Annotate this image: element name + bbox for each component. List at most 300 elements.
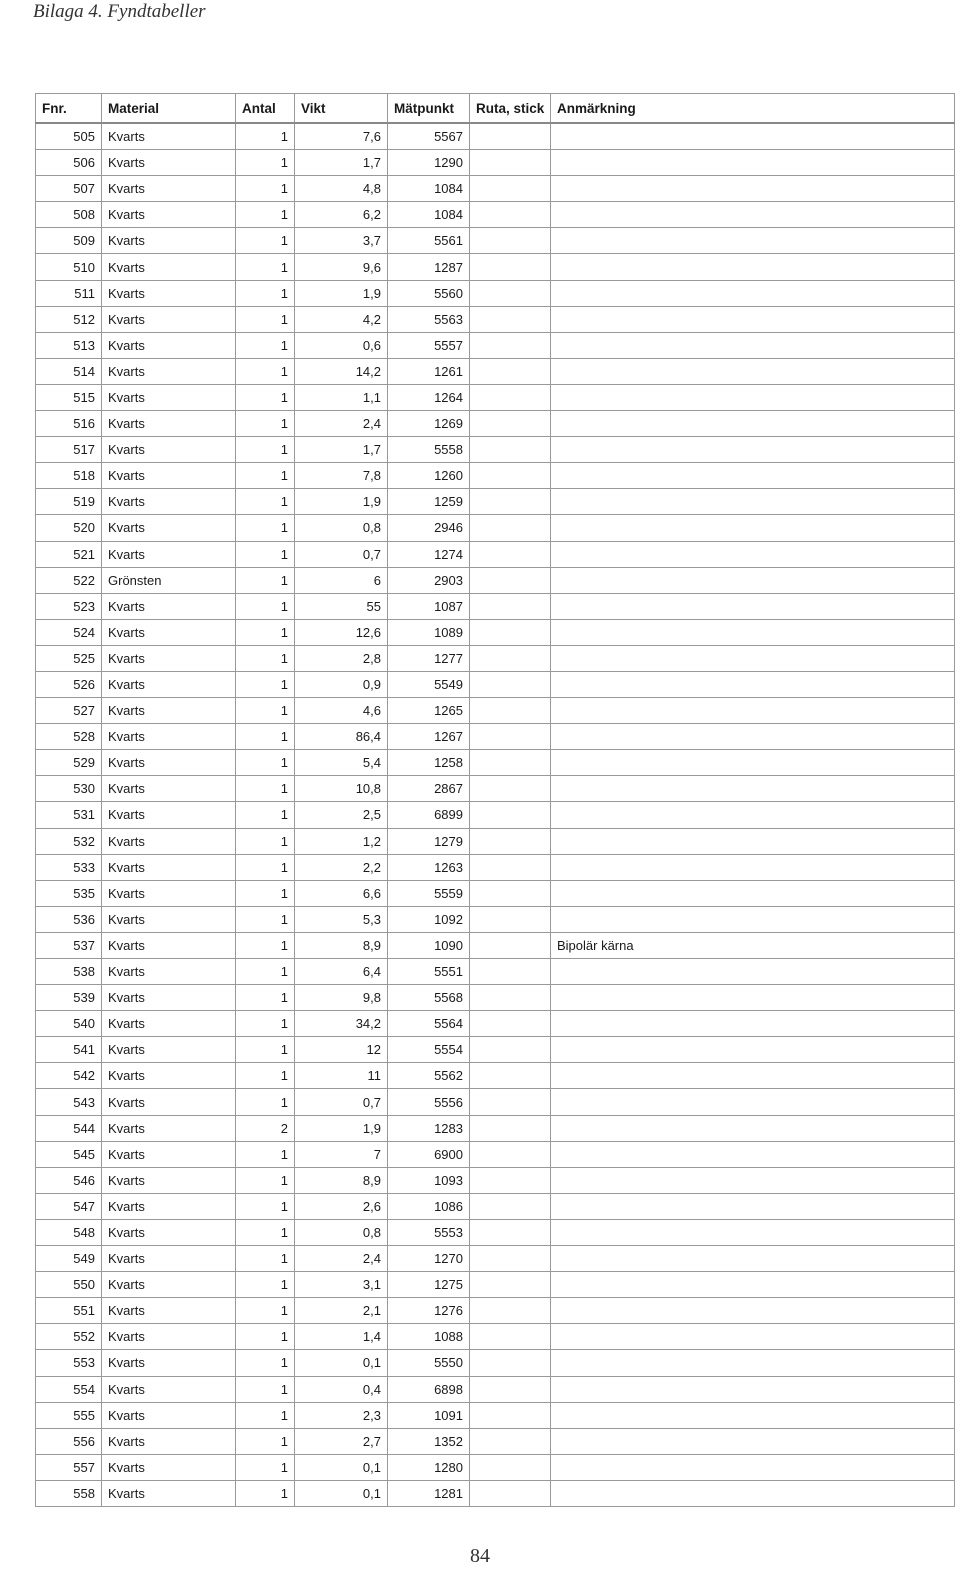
cell-matpunkt: 1270 — [388, 1246, 470, 1272]
cell-anmarkning — [551, 123, 955, 150]
cell-anmarkning — [551, 1219, 955, 1245]
cell-ruta-stick — [470, 176, 551, 202]
cell-anmarkning — [551, 645, 955, 671]
cell-fnr: 513 — [36, 332, 102, 358]
cell-fnr: 520 — [36, 515, 102, 541]
cell-fnr: 556 — [36, 1428, 102, 1454]
cell-material: Kvarts — [102, 1037, 236, 1063]
table-row — [36, 671, 955, 697]
cell-fnr: 535 — [36, 880, 102, 906]
cell-ruta-stick — [470, 1219, 551, 1245]
cell-ruta-stick — [470, 1402, 551, 1428]
cell-ruta-stick — [470, 1428, 551, 1454]
cell-fnr: 521 — [36, 541, 102, 567]
running-header: Bilaga 4. Fyndtabeller — [33, 1, 206, 22]
cell-vikt: 1,9 — [295, 489, 388, 515]
cell-antal: 1 — [236, 880, 295, 906]
table-row — [36, 1011, 955, 1037]
cell-fnr: 507 — [36, 176, 102, 202]
cell-anmarkning — [551, 1350, 955, 1376]
table-row — [36, 959, 955, 985]
table-row — [36, 202, 955, 228]
cell-vikt: 4,2 — [295, 306, 388, 332]
cell-vikt: 1,2 — [295, 828, 388, 854]
cell-ruta-stick — [470, 123, 551, 150]
cell-antal: 1 — [236, 593, 295, 619]
cell-matpunkt: 1084 — [388, 176, 470, 202]
cell-anmarkning — [551, 228, 955, 254]
cell-matpunkt: 1279 — [388, 828, 470, 854]
column-header-material: Material — [102, 94, 236, 124]
cell-antal: 1 — [236, 1480, 295, 1506]
cell-material: Kvarts — [102, 1011, 236, 1037]
table-row — [36, 411, 955, 437]
cell-antal: 1 — [236, 1219, 295, 1245]
cell-ruta-stick — [470, 541, 551, 567]
cell-fnr: 515 — [36, 384, 102, 410]
cell-anmarkning — [551, 1454, 955, 1480]
cell-material: Kvarts — [102, 619, 236, 645]
table-row — [36, 593, 955, 619]
cell-ruta-stick — [470, 698, 551, 724]
cell-anmarkning — [551, 906, 955, 932]
cell-antal: 1 — [236, 1193, 295, 1219]
cell-vikt: 7 — [295, 1141, 388, 1167]
cell-material: Kvarts — [102, 724, 236, 750]
cell-anmarkning — [551, 1246, 955, 1272]
cell-fnr: 516 — [36, 411, 102, 437]
cell-vikt: 4,8 — [295, 176, 388, 202]
cell-vikt: 0,9 — [295, 671, 388, 697]
cell-antal: 1 — [236, 358, 295, 384]
cell-material: Kvarts — [102, 437, 236, 463]
cell-matpunkt: 1087 — [388, 593, 470, 619]
cell-vikt: 1,1 — [295, 384, 388, 410]
cell-anmarkning — [551, 593, 955, 619]
cell-ruta-stick — [470, 332, 551, 358]
cell-material: Kvarts — [102, 176, 236, 202]
cell-matpunkt: 1093 — [388, 1167, 470, 1193]
cell-vikt: 1,7 — [295, 437, 388, 463]
cell-matpunkt: 2946 — [388, 515, 470, 541]
cell-material: Kvarts — [102, 1376, 236, 1402]
cell-anmarkning — [551, 985, 955, 1011]
cell-ruta-stick — [470, 1376, 551, 1402]
cell-matpunkt: 1260 — [388, 463, 470, 489]
cell-material: Kvarts — [102, 280, 236, 306]
cell-antal: 1 — [236, 1402, 295, 1428]
cell-matpunkt: 6898 — [388, 1376, 470, 1402]
cell-material: Kvarts — [102, 1272, 236, 1298]
cell-vikt: 2,2 — [295, 854, 388, 880]
cell-anmarkning — [551, 384, 955, 410]
cell-matpunkt: 1287 — [388, 254, 470, 280]
cell-material: Kvarts — [102, 906, 236, 932]
cell-ruta-stick — [470, 593, 551, 619]
cell-material: Kvarts — [102, 802, 236, 828]
table-row — [36, 306, 955, 332]
cell-fnr: 539 — [36, 985, 102, 1011]
table-row — [36, 358, 955, 384]
cell-antal: 1 — [236, 932, 295, 958]
cell-anmarkning — [551, 332, 955, 358]
cell-vikt: 1,9 — [295, 1115, 388, 1141]
cell-fnr: 546 — [36, 1167, 102, 1193]
cell-fnr: 531 — [36, 802, 102, 828]
cell-ruta-stick — [470, 1480, 551, 1506]
cell-fnr: 525 — [36, 645, 102, 671]
finds-table — [35, 93, 955, 1507]
cell-matpunkt: 5563 — [388, 306, 470, 332]
cell-material: Kvarts — [102, 332, 236, 358]
cell-anmarkning — [551, 411, 955, 437]
cell-fnr: 524 — [36, 619, 102, 645]
cell-vikt: 2,4 — [295, 411, 388, 437]
cell-antal: 1 — [236, 985, 295, 1011]
cell-fnr: 555 — [36, 1402, 102, 1428]
cell-anmarkning — [551, 1324, 955, 1350]
cell-fnr: 549 — [36, 1246, 102, 1272]
cell-antal: 1 — [236, 802, 295, 828]
cell-antal: 1 — [236, 1324, 295, 1350]
column-header-vikt: Vikt — [295, 94, 388, 124]
table-row — [36, 384, 955, 410]
cell-matpunkt: 1091 — [388, 1402, 470, 1428]
cell-anmarkning — [551, 489, 955, 515]
column-header-fnr: Fnr. — [36, 94, 102, 124]
cell-vikt: 8,9 — [295, 1167, 388, 1193]
cell-fnr: 526 — [36, 671, 102, 697]
table-row — [36, 698, 955, 724]
cell-anmarkning — [551, 750, 955, 776]
cell-vikt: 10,8 — [295, 776, 388, 802]
cell-matpunkt: 1258 — [388, 750, 470, 776]
cell-anmarkning — [551, 1298, 955, 1324]
cell-fnr: 527 — [36, 698, 102, 724]
table-row — [36, 437, 955, 463]
column-header-matpunkt: Mätpunkt — [388, 94, 470, 124]
cell-ruta-stick — [470, 1063, 551, 1089]
table-row — [36, 280, 955, 306]
cell-vikt: 8,9 — [295, 932, 388, 958]
cell-ruta-stick — [470, 1324, 551, 1350]
cell-material: Kvarts — [102, 1063, 236, 1089]
cell-antal: 1 — [236, 828, 295, 854]
cell-ruta-stick — [470, 906, 551, 932]
cell-antal: 1 — [236, 489, 295, 515]
table-row — [36, 1193, 955, 1219]
cell-matpunkt: 1267 — [388, 724, 470, 750]
cell-matpunkt: 5558 — [388, 437, 470, 463]
cell-material: Kvarts — [102, 1089, 236, 1115]
cell-antal: 1 — [236, 671, 295, 697]
cell-vikt: 0,7 — [295, 541, 388, 567]
table-row — [36, 1324, 955, 1350]
cell-ruta-stick — [470, 567, 551, 593]
cell-matpunkt: 2867 — [388, 776, 470, 802]
table-row — [36, 802, 955, 828]
cell-fnr: 550 — [36, 1272, 102, 1298]
cell-ruta-stick — [470, 150, 551, 176]
cell-material: Kvarts — [102, 489, 236, 515]
cell-fnr: 519 — [36, 489, 102, 515]
cell-vikt: 9,8 — [295, 985, 388, 1011]
cell-ruta-stick — [470, 854, 551, 880]
cell-anmarkning — [551, 1115, 955, 1141]
cell-matpunkt: 1092 — [388, 906, 470, 932]
cell-material: Kvarts — [102, 985, 236, 1011]
cell-vikt: 0,8 — [295, 1219, 388, 1245]
cell-matpunkt: 1275 — [388, 1272, 470, 1298]
cell-anmarkning — [551, 619, 955, 645]
cell-ruta-stick — [470, 1246, 551, 1272]
cell-fnr: 528 — [36, 724, 102, 750]
cell-fnr: 553 — [36, 1350, 102, 1376]
cell-matpunkt: 1089 — [388, 619, 470, 645]
table-row — [36, 1219, 955, 1245]
column-header-ruta-stick: Ruta, stick — [470, 94, 551, 124]
cell-vikt: 2,4 — [295, 1246, 388, 1272]
cell-matpunkt: 1280 — [388, 1454, 470, 1480]
cell-material: Kvarts — [102, 828, 236, 854]
cell-matpunkt: 1265 — [388, 698, 470, 724]
cell-ruta-stick — [470, 802, 551, 828]
table-row — [36, 254, 955, 280]
cell-matpunkt: 1084 — [388, 202, 470, 228]
cell-matpunkt: 1086 — [388, 1193, 470, 1219]
table-row — [36, 541, 955, 567]
cell-vikt: 14,2 — [295, 358, 388, 384]
table-row — [36, 932, 955, 958]
cell-fnr: 512 — [36, 306, 102, 332]
cell-antal: 1 — [236, 1376, 295, 1402]
table-row — [36, 1141, 955, 1167]
cell-ruta-stick — [470, 1167, 551, 1193]
table-row — [36, 724, 955, 750]
table-row — [36, 750, 955, 776]
cell-anmarkning — [551, 959, 955, 985]
cell-matpunkt: 1088 — [388, 1324, 470, 1350]
table-row — [36, 1115, 955, 1141]
cell-material: Kvarts — [102, 463, 236, 489]
cell-matpunkt: 6899 — [388, 802, 470, 828]
cell-antal: 1 — [236, 1298, 295, 1324]
table-row — [36, 1063, 955, 1089]
cell-anmarkning — [551, 1480, 955, 1506]
cell-material: Kvarts — [102, 698, 236, 724]
cell-fnr: 544 — [36, 1115, 102, 1141]
table-row — [36, 567, 955, 593]
cell-ruta-stick — [470, 228, 551, 254]
cell-vikt: 6 — [295, 567, 388, 593]
cell-ruta-stick — [470, 202, 551, 228]
cell-anmarkning — [551, 698, 955, 724]
cell-vikt: 0,7 — [295, 1089, 388, 1115]
cell-ruta-stick — [470, 985, 551, 1011]
cell-antal: 1 — [236, 1037, 295, 1063]
cell-vikt: 2,7 — [295, 1428, 388, 1454]
cell-fnr: 540 — [36, 1011, 102, 1037]
cell-vikt: 7,6 — [295, 123, 388, 150]
cell-fnr: 506 — [36, 150, 102, 176]
cell-fnr: 505 — [36, 123, 102, 150]
cell-anmarkning — [551, 1063, 955, 1089]
cell-anmarkning — [551, 854, 955, 880]
cell-vikt: 3,1 — [295, 1272, 388, 1298]
cell-antal: 1 — [236, 384, 295, 410]
cell-matpunkt: 5551 — [388, 959, 470, 985]
cell-material: Kvarts — [102, 1141, 236, 1167]
cell-fnr: 514 — [36, 358, 102, 384]
cell-antal: 1 — [236, 437, 295, 463]
cell-anmarkning — [551, 1376, 955, 1402]
cell-material: Kvarts — [102, 411, 236, 437]
cell-antal: 2 — [236, 1115, 295, 1141]
cell-antal: 1 — [236, 150, 295, 176]
table-row — [36, 1428, 955, 1454]
table-row — [36, 1167, 955, 1193]
cell-anmarkning — [551, 880, 955, 906]
cell-antal: 1 — [236, 515, 295, 541]
cell-anmarkning — [551, 280, 955, 306]
cell-matpunkt: 5554 — [388, 1037, 470, 1063]
cell-vikt: 2,8 — [295, 645, 388, 671]
cell-matpunkt: 5553 — [388, 1219, 470, 1245]
cell-material: Kvarts — [102, 1298, 236, 1324]
cell-material: Grönsten — [102, 567, 236, 593]
cell-fnr: 529 — [36, 750, 102, 776]
cell-anmarkning — [551, 1402, 955, 1428]
cell-ruta-stick — [470, 1037, 551, 1063]
cell-ruta-stick — [470, 1011, 551, 1037]
cell-material: Kvarts — [102, 541, 236, 567]
cell-fnr: 542 — [36, 1063, 102, 1089]
cell-fnr: 551 — [36, 1298, 102, 1324]
cell-anmarkning — [551, 541, 955, 567]
cell-material: Kvarts — [102, 1480, 236, 1506]
cell-antal: 1 — [236, 1167, 295, 1193]
cell-material: Kvarts — [102, 1428, 236, 1454]
cell-vikt: 9,6 — [295, 254, 388, 280]
cell-matpunkt: 1090 — [388, 932, 470, 958]
cell-matpunkt: 1269 — [388, 411, 470, 437]
cell-anmarkning — [551, 437, 955, 463]
cell-matpunkt: 1290 — [388, 150, 470, 176]
cell-vikt: 5,4 — [295, 750, 388, 776]
cell-vikt: 1,7 — [295, 150, 388, 176]
table-row — [36, 123, 955, 150]
cell-matpunkt: 5567 — [388, 123, 470, 150]
cell-material: Kvarts — [102, 593, 236, 619]
cell-material: Kvarts — [102, 1115, 236, 1141]
cell-antal: 1 — [236, 619, 295, 645]
cell-anmarkning — [551, 567, 955, 593]
cell-vikt: 5,3 — [295, 906, 388, 932]
cell-antal: 1 — [236, 1454, 295, 1480]
table-row — [36, 776, 955, 802]
cell-antal: 1 — [236, 306, 295, 332]
cell-ruta-stick — [470, 358, 551, 384]
cell-ruta-stick — [470, 515, 551, 541]
cell-fnr: 558 — [36, 1480, 102, 1506]
table-row — [36, 463, 955, 489]
cell-material: Kvarts — [102, 515, 236, 541]
cell-vikt: 34,2 — [295, 1011, 388, 1037]
cell-antal: 1 — [236, 1246, 295, 1272]
cell-ruta-stick — [470, 489, 551, 515]
table-row — [36, 880, 955, 906]
cell-material: Kvarts — [102, 932, 236, 958]
cell-vikt: 6,6 — [295, 880, 388, 906]
table-row — [36, 150, 955, 176]
cell-vikt: 1,4 — [295, 1324, 388, 1350]
cell-antal: 1 — [236, 332, 295, 358]
cell-vikt: 3,7 — [295, 228, 388, 254]
cell-antal: 1 — [236, 1011, 295, 1037]
cell-anmarkning — [551, 671, 955, 697]
cell-vikt: 0,1 — [295, 1454, 388, 1480]
cell-vikt: 12 — [295, 1037, 388, 1063]
cell-material: Kvarts — [102, 1219, 236, 1245]
cell-antal: 1 — [236, 698, 295, 724]
cell-vikt: 7,8 — [295, 463, 388, 489]
table-row — [36, 1350, 955, 1376]
cell-ruta-stick — [470, 1141, 551, 1167]
cell-vikt: 6,4 — [295, 959, 388, 985]
cell-material: Kvarts — [102, 358, 236, 384]
table-row — [36, 906, 955, 932]
cell-antal: 1 — [236, 724, 295, 750]
cell-material: Kvarts — [102, 228, 236, 254]
cell-matpunkt: 5559 — [388, 880, 470, 906]
table-row — [36, 854, 955, 880]
cell-fnr: 548 — [36, 1219, 102, 1245]
cell-anmarkning — [551, 776, 955, 802]
cell-material: Kvarts — [102, 671, 236, 697]
cell-matpunkt: 5549 — [388, 671, 470, 697]
cell-antal: 1 — [236, 645, 295, 671]
cell-material: Kvarts — [102, 1246, 236, 1272]
table-row — [36, 1298, 955, 1324]
cell-matpunkt: 5556 — [388, 1089, 470, 1115]
cell-antal: 1 — [236, 1141, 295, 1167]
cell-anmarkning — [551, 1167, 955, 1193]
cell-ruta-stick — [470, 645, 551, 671]
cell-anmarkning — [551, 306, 955, 332]
table-row — [36, 515, 955, 541]
cell-vikt: 6,2 — [295, 202, 388, 228]
cell-anmarkning — [551, 1089, 955, 1115]
cell-material: Kvarts — [102, 750, 236, 776]
cell-antal: 1 — [236, 1272, 295, 1298]
table-row — [36, 1246, 955, 1272]
table-row — [36, 1037, 955, 1063]
cell-matpunkt: 5564 — [388, 1011, 470, 1037]
cell-fnr: 533 — [36, 854, 102, 880]
cell-material: Kvarts — [102, 202, 236, 228]
cell-ruta-stick — [470, 932, 551, 958]
cell-antal: 1 — [236, 202, 295, 228]
cell-matpunkt: 1261 — [388, 358, 470, 384]
cell-fnr: 517 — [36, 437, 102, 463]
cell-matpunkt: 5561 — [388, 228, 470, 254]
cell-antal: 1 — [236, 959, 295, 985]
cell-material: Kvarts — [102, 1324, 236, 1350]
cell-vikt: 0,8 — [295, 515, 388, 541]
cell-vikt: 0,1 — [295, 1480, 388, 1506]
cell-material: Kvarts — [102, 959, 236, 985]
cell-ruta-stick — [470, 437, 551, 463]
